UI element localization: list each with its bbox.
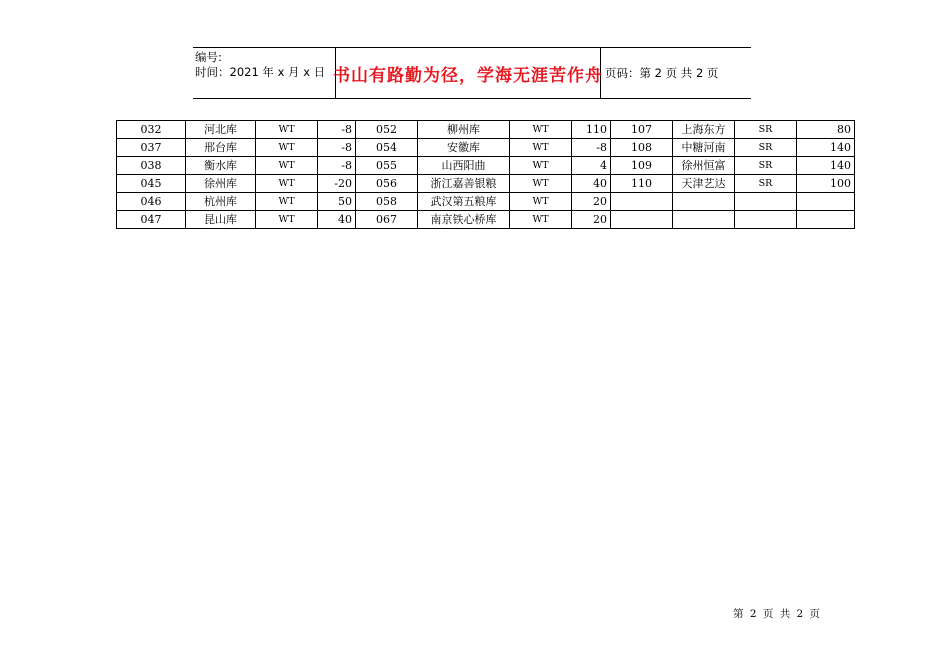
cell-name: 徐州库	[186, 175, 256, 193]
page-number-label: 页码：第 2 页 共 2 页	[605, 66, 719, 80]
cell-type: WT	[256, 121, 318, 139]
cell-value: 50	[318, 193, 356, 211]
cell-value: 4	[572, 157, 611, 175]
cell-type: SR	[735, 121, 797, 139]
cell-code: 058	[356, 193, 418, 211]
cell-value: -8	[318, 157, 356, 175]
cell-type	[735, 193, 797, 211]
cell-type: SR	[735, 175, 797, 193]
cell-type	[735, 211, 797, 229]
cell-type: SR	[735, 157, 797, 175]
footer-page-number: 第 2 页 共 2 页	[733, 608, 821, 620]
cell-type: WT	[510, 193, 572, 211]
table-body	[117, 121, 855, 229]
doc-id-label: 编号:	[195, 50, 222, 64]
cell-name: 上海东方	[673, 121, 735, 139]
cell-code: 038	[117, 157, 186, 175]
cell-code: 109	[611, 157, 673, 175]
cell-code: 108	[611, 139, 673, 157]
cell-type: SR	[735, 139, 797, 157]
cell-name: 武汉第五粮库	[418, 193, 510, 211]
cell-code: 107	[611, 121, 673, 139]
warehouse-table	[116, 120, 855, 229]
table-row	[117, 193, 855, 211]
cell-name: 柳州库	[418, 121, 510, 139]
cell-code	[611, 211, 673, 229]
cell-code: 046	[117, 193, 186, 211]
cell-name: 南京铁心桥库	[418, 211, 510, 229]
cell-code: 047	[117, 211, 186, 229]
cell-name	[673, 193, 735, 211]
cell-type: WT	[510, 139, 572, 157]
cell-type: WT	[256, 139, 318, 157]
table-row	[117, 211, 855, 229]
cell-type: WT	[256, 175, 318, 193]
cell-type: WT	[510, 211, 572, 229]
cell-value: 40	[318, 211, 356, 229]
cell-value: 140	[797, 157, 855, 175]
cell-code: 056	[356, 175, 418, 193]
cell-value: 110	[572, 121, 611, 139]
cell-name: 安徽库	[418, 139, 510, 157]
table-row	[117, 157, 855, 175]
cell-type: WT	[510, 157, 572, 175]
cell-value: -20	[318, 175, 356, 193]
cell-value: 20	[572, 211, 611, 229]
cell-name: 河北库	[186, 121, 256, 139]
cell-value	[797, 211, 855, 229]
cell-name: 邢台库	[186, 139, 256, 157]
cell-code: 067	[356, 211, 418, 229]
cell-value: -8	[572, 139, 611, 157]
cell-code: 110	[611, 175, 673, 193]
cell-type: WT	[256, 193, 318, 211]
cell-code: 052	[356, 121, 418, 139]
cell-type: WT	[510, 121, 572, 139]
cell-type: WT	[256, 211, 318, 229]
cell-name	[673, 211, 735, 229]
cell-name: 中糖河南	[673, 139, 735, 157]
cell-value: 140	[797, 139, 855, 157]
cell-code: 054	[356, 139, 418, 157]
cell-name: 衡水库	[186, 157, 256, 175]
cell-type: WT	[256, 157, 318, 175]
cell-name: 天津艺达	[673, 175, 735, 193]
cell-name: 浙江嘉善银粮	[418, 175, 510, 193]
time-label: 时间：2021 年 x 月 x 日	[195, 65, 326, 79]
cell-name: 杭州库	[186, 193, 256, 211]
cell-name: 山西阳曲	[418, 157, 510, 175]
cell-value	[797, 193, 855, 211]
motto-text: 书山有路勤为径，学海无涯苦作舟	[335, 48, 601, 98]
cell-code	[611, 193, 673, 211]
cell-name: 徐州恒富	[673, 157, 735, 175]
cell-name: 昆山库	[186, 211, 256, 229]
cell-value: 20	[572, 193, 611, 211]
table-row	[117, 139, 855, 157]
cell-value: -8	[318, 139, 356, 157]
cell-value: 80	[797, 121, 855, 139]
cell-value: 40	[572, 175, 611, 193]
cell-code: 055	[356, 157, 418, 175]
table-row	[117, 175, 855, 193]
header-left-block	[193, 48, 335, 98]
cell-value: -8	[318, 121, 356, 139]
cell-code: 032	[117, 121, 186, 139]
table-row	[117, 121, 855, 139]
cell-code: 045	[117, 175, 186, 193]
cell-value: 100	[797, 175, 855, 193]
page-header	[193, 47, 751, 99]
cell-type: WT	[510, 175, 572, 193]
cell-code: 037	[117, 139, 186, 157]
